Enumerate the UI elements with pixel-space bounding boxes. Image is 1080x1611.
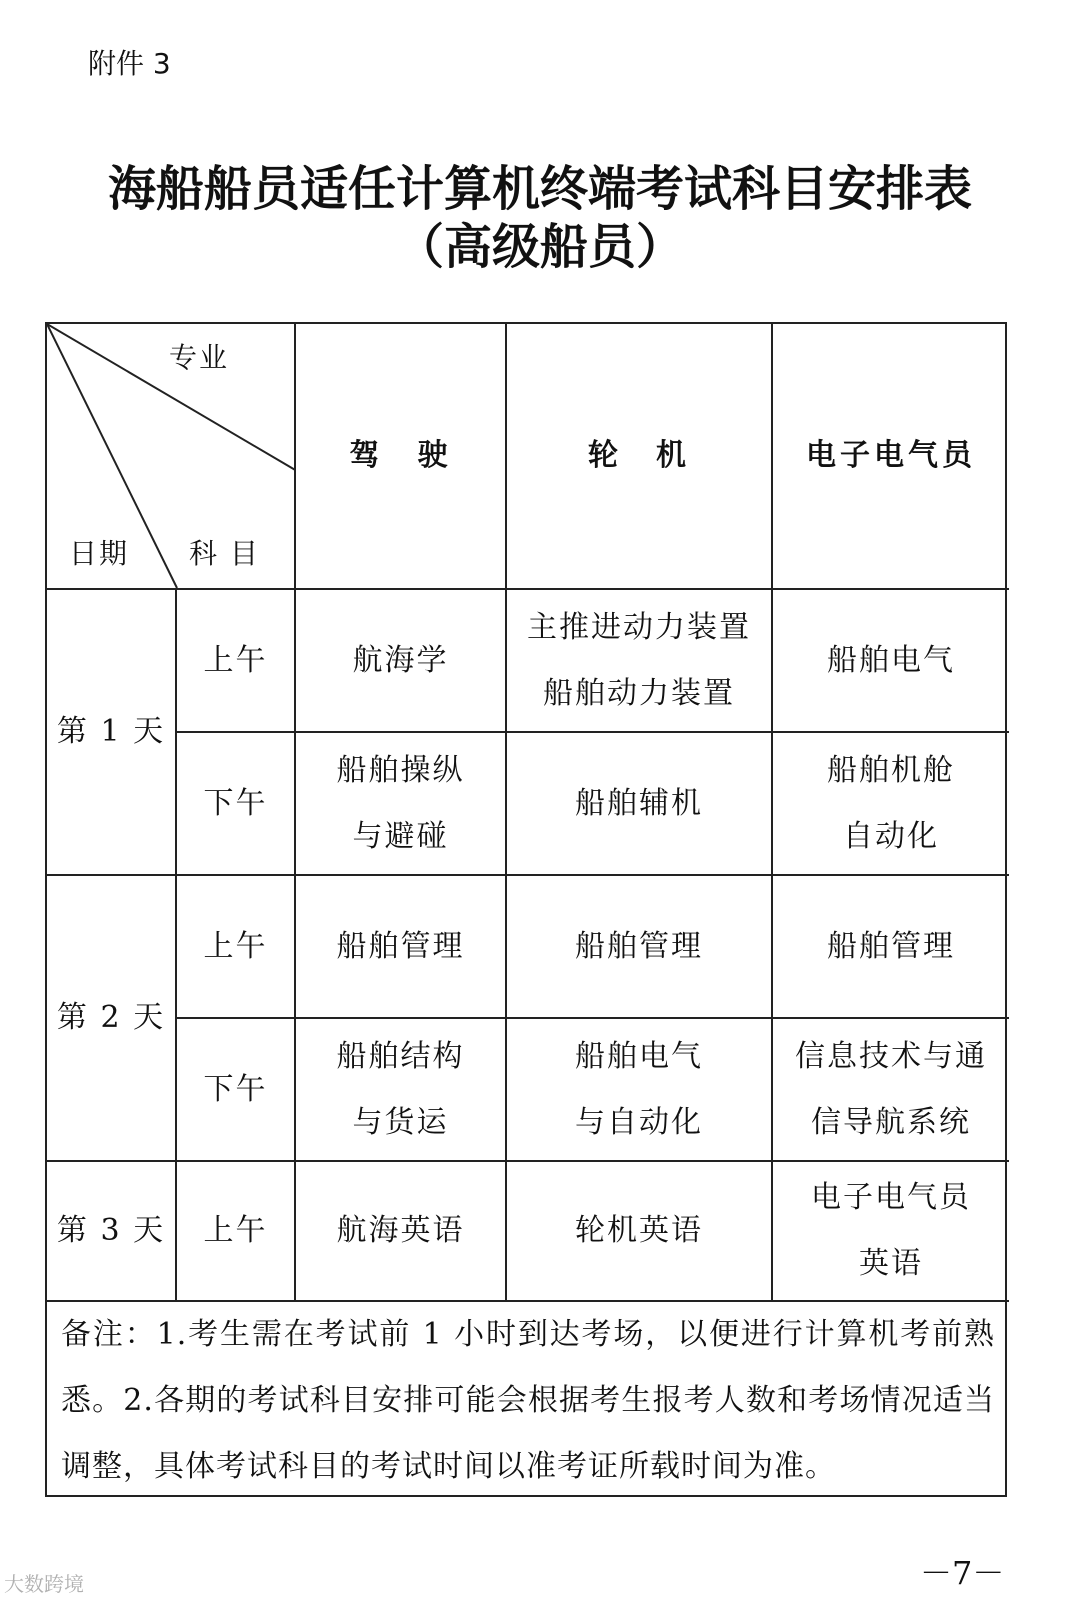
subject-cell <box>773 733 1009 876</box>
column-header-electrical: 电子电气员 <box>773 324 1009 590</box>
subject-line: 船舶管理 <box>336 928 465 964</box>
note-text: 备注：1.考生需在考试前 1 小时到达考场，以便进行计算机考前熟悉。2.各期的考试科目安排可能会根据考生报考人数和考场情况适当调整，具体考试科目的考试时间以准考证所载时间为准。 <box>61 1316 995 1484</box>
corner-label-date: 日期 <box>69 537 130 570</box>
subject-line: 主推进动力装置 <box>527 609 751 645</box>
subject-cell <box>507 1019 773 1162</box>
subject-line: 与避碰 <box>352 818 449 854</box>
subject-cell <box>296 876 507 1019</box>
table-corner-header <box>47 324 296 590</box>
period-label: 上午 <box>177 590 296 733</box>
attachment-label: 附件 3 <box>88 47 171 80</box>
day-label: 第 1 天 <box>47 590 177 876</box>
page-number: －7－ <box>920 1554 1005 1592</box>
subject-cell <box>773 1019 1009 1162</box>
subject-cell <box>507 1162 773 1302</box>
subject-line: 自动化 <box>843 818 939 854</box>
subject-cell <box>507 590 773 733</box>
subject-cell <box>296 733 507 876</box>
day-label: 第 3 天 <box>47 1162 177 1302</box>
subject-line: 船舶电气 <box>827 642 955 678</box>
subject-line: 英语 <box>859 1246 923 1281</box>
subject-line: 船舶管理 <box>827 928 955 964</box>
subject-line: 航海英语 <box>336 1213 465 1248</box>
subject-line: 船舶管理 <box>575 928 703 964</box>
period-label: 下午 <box>177 1019 296 1162</box>
subject-cell <box>296 590 507 733</box>
subject-line: 船舶电气 <box>575 1038 703 1074</box>
subject-line: 信导航系统 <box>811 1104 971 1140</box>
subject-cell <box>507 733 773 876</box>
subject-line: 航海学 <box>352 642 449 678</box>
subject-line: 船舶机舱 <box>827 752 955 788</box>
subject-line: 与自动化 <box>575 1104 703 1140</box>
table-note <box>47 1302 1009 1499</box>
subject-cell <box>773 1162 1009 1302</box>
period-label: 上午 <box>177 876 296 1019</box>
subject-line: 船舶辅机 <box>575 785 703 821</box>
column-header-engine: 轮 机 <box>507 324 773 590</box>
subject-line: 信息技术与通 <box>795 1038 987 1074</box>
subject-cell <box>507 876 773 1019</box>
watermark-logo: 大数跨境 <box>4 1572 84 1596</box>
subject-cell <box>773 590 1009 733</box>
subject-line: 船舶动力装置 <box>543 675 735 711</box>
period-label: 下午 <box>177 733 296 876</box>
day-label: 第 2 天 <box>47 876 177 1162</box>
subject-cell <box>773 876 1009 1019</box>
subject-line: 轮机英语 <box>575 1213 703 1248</box>
subject-line: 电子电气员 <box>811 1180 971 1215</box>
corner-label-major: 专业 <box>169 341 230 374</box>
period-label: 上午 <box>177 1162 296 1302</box>
subject-line: 与货运 <box>352 1104 449 1140</box>
subject-cell <box>296 1019 507 1162</box>
document-subtitle: （高级船员） <box>395 219 684 275</box>
subject-cell <box>296 1162 507 1302</box>
column-header-navigation: 驾 驶 <box>296 324 507 590</box>
corner-label-subject: 科 目 <box>189 537 260 570</box>
subject-line: 船舶结构 <box>336 1038 465 1074</box>
subject-line: 船舶操纵 <box>336 752 465 788</box>
document-title: 海船船员适任计算机终端考试科目安排表 <box>107 161 972 217</box>
exam-schedule-table <box>45 322 1007 1497</box>
